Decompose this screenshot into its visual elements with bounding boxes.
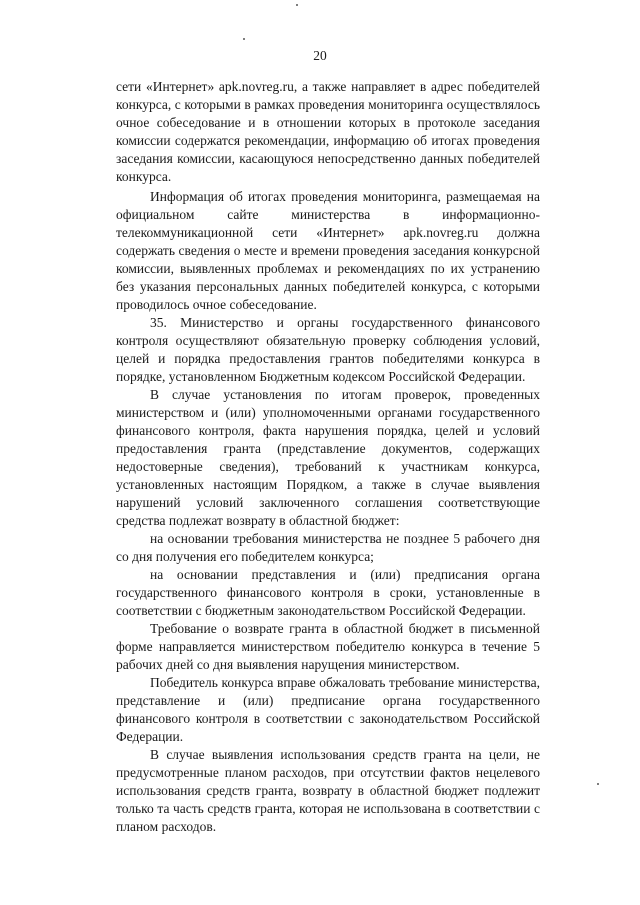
scan-speck bbox=[597, 783, 599, 785]
paragraph-2: Информация об итогах проведения мониторинга, размещаемая на официальном сайте министерства в информационно-телекоммуникационной сети «Интернет» apk.novreg.ru должна содержать сведения о месте и времени проведения заседания конкурсной комиссии, выявленных проблемах и рекомендациях по их устранению без указания персональных данных победителей конкурса, с которыми проводилось очное собеседование. bbox=[116, 189, 540, 312]
paragraph-1: сети «Интернет» apk.novreg.ru, а также направляет в адрес победителей конкурса, с которыми в рамках проведения мониторинга осуществлялось очное собеседование и в отношении которых в протоколе заседания комиссии содержатся рекомендации, информацию об итогах проведения заседания комиссии, касающуюся непосредственно данных победителей конкурса. bbox=[116, 79, 540, 184]
paragraph-5: на основании требования министерства не позднее 5 рабочего дня со дня получения его победителем конкурса; bbox=[116, 531, 540, 564]
paragraph-3: 35. Министерство и органы государственного финансового контроля осуществляют обязательную проверку соблюдения условий, целей и порядка предоставления грантов победителями конкурса в порядке, установленном Бюджетным кодексом Российской Федерации. bbox=[116, 315, 540, 384]
paragraph-8: Победитель конкурса вправе обжаловать требование министерства, представление и (или) предписание органа государственного финансового контроля в соответствии с законодательством Российской Федерации. bbox=[116, 675, 540, 744]
page-number: 20 bbox=[313, 48, 327, 63]
paragraph-7: Требование о возврате гранта в областной бюджет в письменной форме направляется министерством победителю конкурса в течение 5 рабочих дней со дня выявления нарущения министерством. bbox=[116, 621, 540, 672]
paragraph-6: на основании представления и (или) предписания органа государственного финансового контроля в сроки, установленные в соответствии с бюджетным законодательством Российской Федерации. bbox=[116, 567, 540, 618]
paragraph-9: В случае выявления использования средств гранта на цели, не предусмотренные планом расходов, при отсутствии фактов нецелевого использования средств гранта, возврату в областной бюджет подлежит только та часть средств гранта, которая не использована в соответствии с планом расходов. bbox=[116, 747, 540, 834]
paragraph-4: В случае установления по итогам проверок, проведенных министерством и (или) уполномоченными органами государственного финансового контроля, факта нарушения порядка, целей и условий предоставления гранта (представление документов, содержащих недостоверные сведения), требований к участникам конкурса, установленных настоящим Порядком, а также в случае выявления нарушений условий заключенного соглашения соответствующие средства подлежат возврату в областной бюджет: bbox=[116, 387, 540, 528]
document-body bbox=[116, 78, 540, 836]
scan-speck bbox=[243, 38, 245, 40]
scan-speck bbox=[296, 4, 298, 6]
